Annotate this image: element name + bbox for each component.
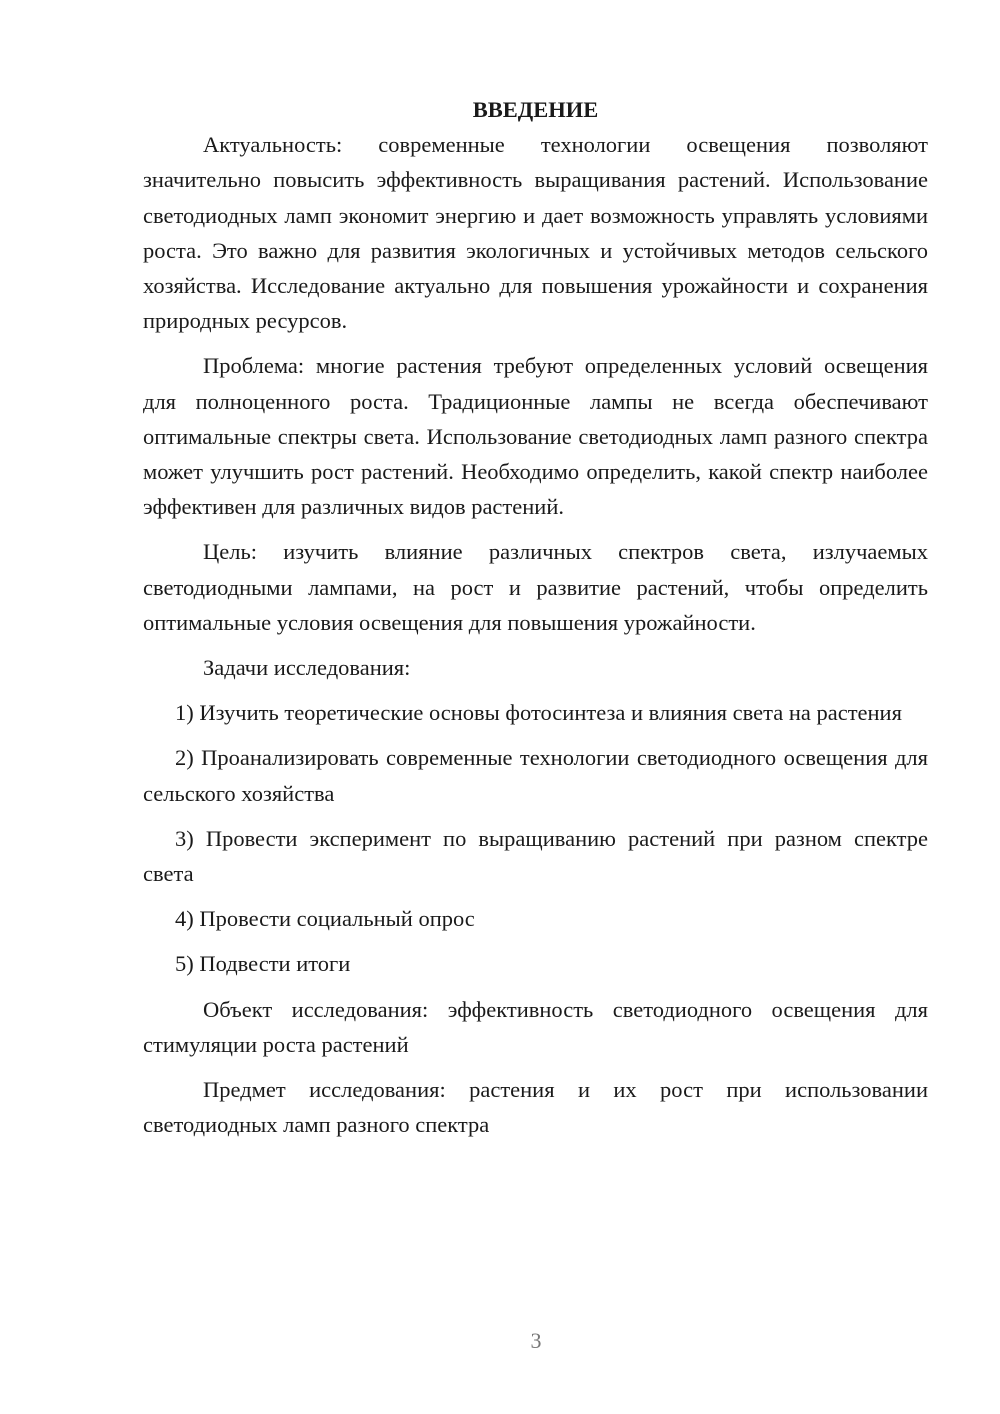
object-paragraph: Объект исследования: эффективность светодиодного освещения для стимуляции роста растений (143, 996, 928, 1057)
tasks-heading: Задачи исследования: (203, 655, 411, 681)
page-title: ВВЕДЕНИЕ (472, 97, 599, 122)
task-item-3: 3) Провести эксперимент по выращиванию растений при разном спектре света (143, 825, 928, 887)
task-item-5: 5) Подвести итоги (175, 951, 351, 977)
task-item-2: 2) Проанализировать современные технологии светодиодного освещения для сельского хозяйства (143, 745, 928, 806)
task-item-1: 1) Изучить теоретические основы фотосинтеза и влияния света на растения (175, 700, 902, 726)
problem-paragraph: Проблема: многие растения требуют определенных условий освещения для полноценного роста. Традиционные лампы не всегда обеспечивают оптимальные спектры света. Использование светодиодных ламп разного спектра может улучшить рост растений. Необходимо определить, какой спектр наиболее эффективен для различных видов растений. (143, 353, 928, 520)
page-number: 3 (530, 1328, 542, 1353)
subject-paragraph: Предмет исследования: растения и их рост при использовании светодиодных ламп разного спектра (143, 1077, 928, 1138)
relevance-paragraph: Актуальность: современные технологии освещения позволяют значительно повысить эффективность выращивания растений. Использование светодиодных ламп экономит энергию и дает возможность управлять условиями роста. Это важно для развития экологичных и устойчивых методов сельского хозяйства. Исследование актуально для повышения урожайности и сохранения природных ресурсов. (143, 132, 928, 334)
task-item-4: 4) Провести социальный опрос (175, 906, 475, 932)
page-body (143, 92, 928, 1142)
goal-paragraph: Цель: изучить влияние различных спектров света, излучаемых светодиодными лампами, на рост и развитие растений, чтобы определить оптимальные условия освещения для повышения урожайности. (143, 539, 928, 635)
